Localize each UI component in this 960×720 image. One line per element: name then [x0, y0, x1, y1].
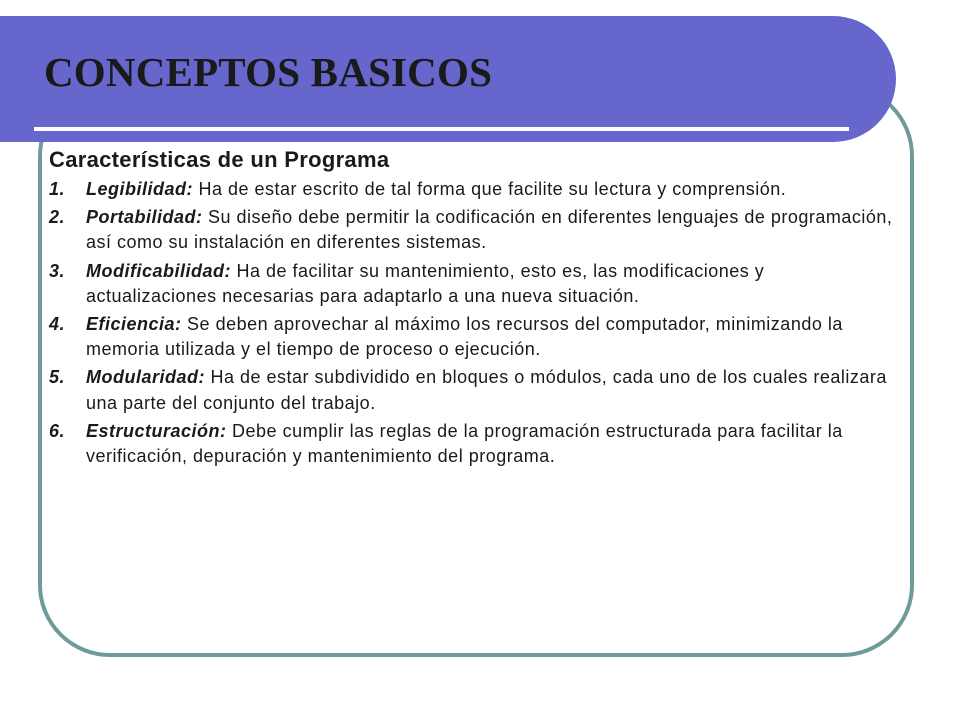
item-body: [86, 177, 899, 202]
item-text: Ha de facilitar su mantenimiento, esto es, las modificaciones y actualizaciones necesarias para adaptarlo a una nueva situación.: [86, 260, 765, 306]
item-term: Legibilidad:: [86, 179, 193, 199]
item-term: Estructuración:: [86, 420, 227, 441]
slide-title: CONCEPTOS BASICOS: [44, 49, 493, 95]
item-text: Su diseño debe permitir la codificación en diferentes lenguajes de programación, así como su instalación en diferentes sistemas.: [86, 207, 893, 253]
item-body: [86, 259, 899, 309]
item-body: [86, 365, 899, 415]
item-number: 2.: [49, 207, 66, 228]
section-subtitle: Características de un Programa: [49, 147, 390, 172]
item-number: 3.: [49, 260, 66, 281]
list-item-modularidad: [49, 365, 899, 415]
list-item-portabilidad: [49, 205, 899, 255]
item-text: Se deben aprovechar al máximo los recursos del computador, minimizando la memoria utilizada y el tiempo de proceso o ejecución.: [86, 314, 843, 360]
item-term: Eficiencia:: [86, 314, 182, 335]
item-number: 6.: [49, 420, 66, 441]
item-text: Debe cumplir las reglas de la programación estructurada para facilitar la verificación, depuración y mantenimiento del programa.: [86, 420, 843, 467]
item-body: [86, 205, 899, 255]
item-body: [86, 312, 899, 362]
item-term: Modificabilidad:: [86, 260, 231, 281]
slide-content: [49, 146, 899, 472]
item-number: 1.: [49, 179, 66, 199]
item-body: [86, 419, 899, 469]
item-term: Modularidad:: [86, 367, 205, 388]
item-text: Ha de estar subdividido en bloques o módulos, cada uno de los cuales realizara una parte del conjunto del trabajo.: [86, 367, 887, 413]
list-item-legibilidad: [49, 177, 899, 202]
list-item-modificabilidad: [49, 259, 899, 309]
title-underline: [34, 127, 849, 131]
list-item-estructuracion: [49, 419, 899, 469]
characteristics-list: [49, 177, 899, 469]
item-number: 4.: [49, 314, 66, 335]
list-item-eficiencia: [49, 312, 899, 362]
item-term: Portabilidad:: [86, 207, 203, 228]
item-number: 5.: [49, 367, 66, 388]
item-text: Ha de estar escrito de tal forma que facilite su lectura y comprensión.: [193, 179, 787, 199]
